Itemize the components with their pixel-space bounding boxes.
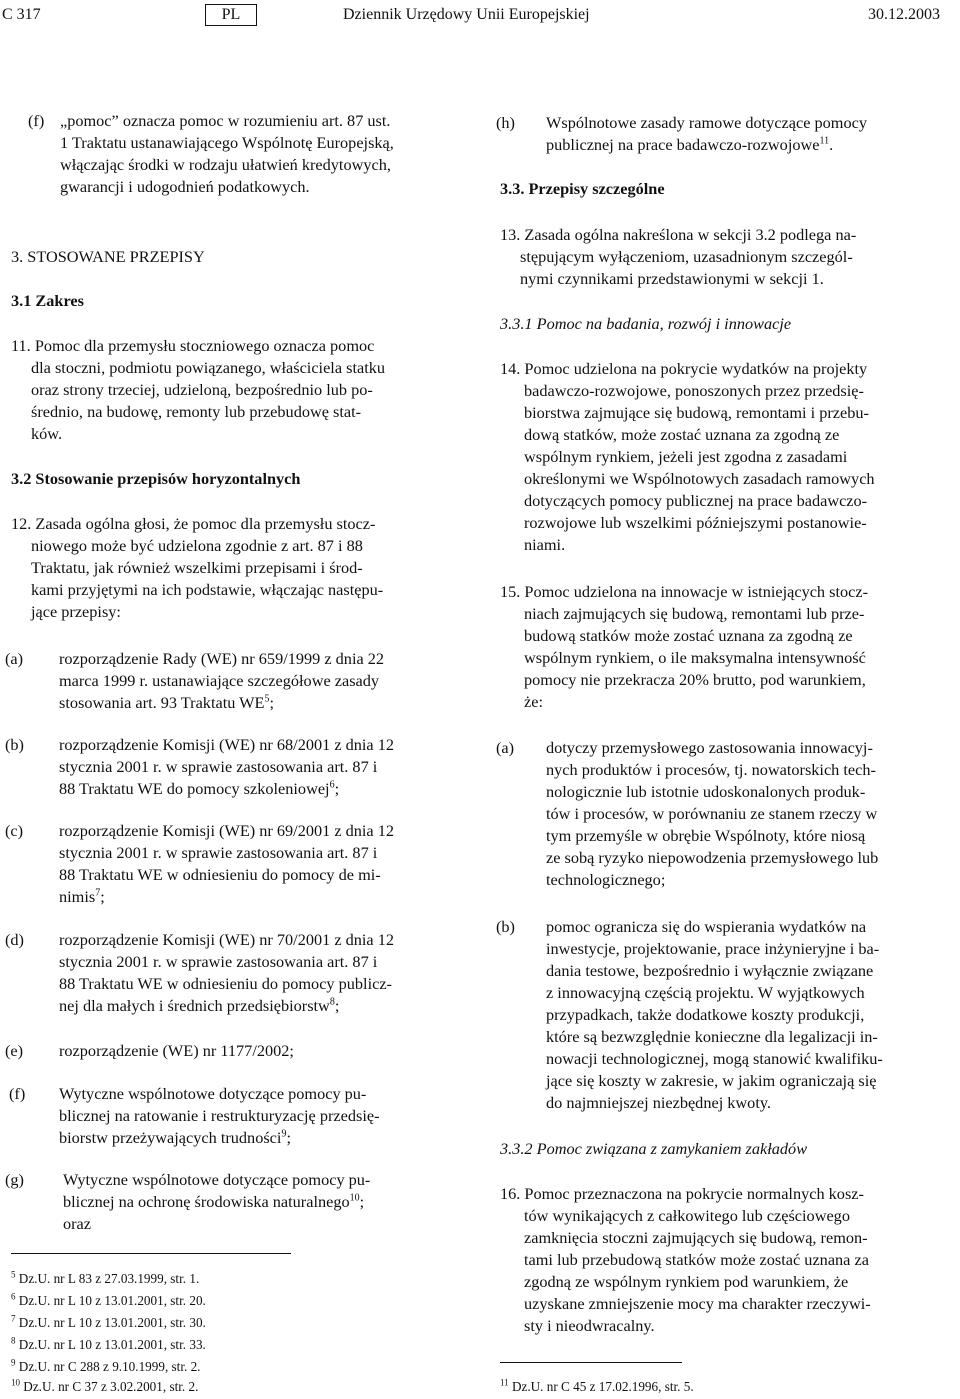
paragraph-16: 16. Pomoc przeznaczona na pokrycie normalnych kosz- tów wynikających z całkowitego lub częściowego zamknięcia stoczni zajmujących się budową, remon- tami lub przebudową statków może zostać uznana za zgodną ze wspólnym rynkiem pod warunkiem, że uzyskane zmniejszenie mocy ma charakter rzeczywi- sty i nieodwracalny. — [500, 1184, 871, 1335]
page-header — [0, 4, 960, 26]
paragraph-12: 12. Zasada ogólna głosi, że pomoc dla przemysłu stocz- niowego może być udzielona zgodnie z art. 87 i 88 Traktatu, jak również wszelkimi przepisami i środ- kami przyjętymi na ich podstawie, włączając następu- jące przepisy: — [11, 514, 384, 621]
definition-letter: (f) — [28, 111, 45, 130]
footnote: $^9$ Dz.U. nr C 288 z 9.10.1999, str. 2. — [11, 1357, 201, 1374]
subsection-heading: 3.2 Stosowanie przepisów horyzontalnych — [11, 469, 301, 488]
footnote: $^{10}$ Dz.U. nr C 37 z 3.02.2001, str. 2. — [11, 1377, 199, 1394]
page-number: C 317 — [2, 6, 41, 23]
footnote: $^8$ Dz.U. nr L 10 z 13.01.2001, str. 33. — [11, 1335, 206, 1352]
section-heading: 3. STOSOWANE PRZEPISY — [11, 247, 205, 266]
footnote: $^7$ Dz.U. nr L 10 z 13.01.2001, str. 30. — [11, 1313, 206, 1330]
paragraph-13: 13. Zasada ogólna nakreślona w sekcji 3.2 podlega na- stępującym wyłączeniom, uzasadnionym szczegól- nymi czynnikami przedstawionymi w sekcji 1. — [500, 225, 857, 288]
footnote-rule — [500, 1362, 682, 1363]
footnote: $^6$ Dz.U. nr L 10 z 13.01.2001, str. 20. — [11, 1291, 206, 1308]
issue-date: 30.12.2003 — [868, 6, 940, 23]
paragraph-14: 14. Pomoc udzielona na pokrycie wydatków na projekty badawczo-rozwojowe, ponoszonych przez przedsię- biorstwa zajmujące się budową, remontami i przebu- dową statków, może zostać uznana za zgodną ze wspólnym rynkiem, jeżeli jest zgodna z zasadami określonymi we Wspólnotowych zasadach ramowych dotyczących pomocy publicznej na prace badawczo- rozwojowe lub wszelkimi późniejszymi postanowie- niami. — [500, 359, 875, 554]
paragraph-15: 15. Pomoc udzielona na innowacje w istniejących stocz- niach zajmujących się budową, remontami lub prze- budową statków może zostać uznana za zgodną ze wspólnym rynkiem, o ile maksymalna intensywność pomocy nie przekracza 20% brutto, pod warunkiem, że: — [500, 582, 869, 711]
subsection-heading: 3.3. Przepisy szczególne — [500, 179, 665, 198]
journal-title: Dziennik Urzędowy Unii Europejskiej — [343, 6, 590, 23]
subsection-heading: 3.3.1 Pomoc na badania, rozwój i innowacje — [500, 314, 792, 333]
subsection-heading: 3.1 Zakres — [11, 291, 84, 310]
subsection-heading: 3.3.2 Pomoc związana z zamykaniem zakładów — [500, 1139, 808, 1158]
definition-text: „pomoc” oznacza pomoc w rozumieniu art. 87 ust. — [60, 111, 391, 130]
footnote: $^{11}$ Dz.U. nr C 45 z 17.02.1996, str. 5. — [500, 1377, 694, 1394]
language-box: PL — [205, 4, 257, 26]
paragraph-11: 11. Pomoc dla przemysłu stoczniowego oznacza pomoc dla stoczni, podmiotu powiązanego, właściciela statku oraz strony trzeciej, udzieloną, bezpośrednio lub po- średnio, na budowę, remonty lub przebudowę stat- ków. — [11, 336, 386, 443]
footnote-rule — [11, 1253, 291, 1254]
footnote: $^5$ Dz.U. nr L 83 z 27.03.1999, str. 1. — [11, 1269, 200, 1286]
